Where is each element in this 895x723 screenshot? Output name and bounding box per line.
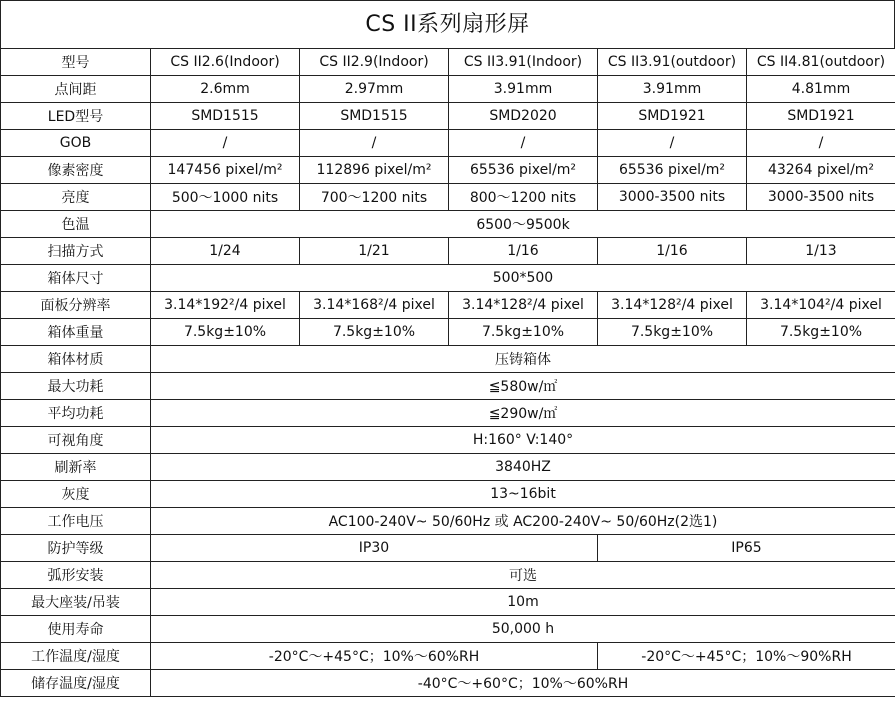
table-cell: 2.97mm (300, 76, 449, 103)
table-cell: SMD1921 (747, 103, 895, 130)
table-row (1, 616, 895, 643)
table-row (1, 211, 895, 238)
row-label: GOB (1, 130, 151, 157)
table-row (1, 670, 895, 697)
row-label: 像素密度 (1, 157, 151, 184)
table-cell: 2.6mm (151, 76, 300, 103)
row-label: 灰度 (1, 481, 151, 508)
table-cell: 3.14*192²/4 pixel (151, 292, 300, 319)
row-label: 工作电压 (1, 508, 151, 535)
table-row (1, 319, 895, 346)
table-row (1, 643, 895, 670)
table-cell: IP65 (598, 535, 895, 562)
table-cell: 1/13 (747, 238, 895, 265)
table-cell: 3.14*128²/4 pixel (449, 292, 598, 319)
table-cell: 压铸箱体 (151, 346, 895, 373)
table-row (1, 346, 895, 373)
table-cell: CS II2.6(Indoor) (151, 49, 300, 76)
table-cell: / (747, 130, 895, 157)
table-cell: 1/16 (598, 238, 747, 265)
table-cell: -20°C～+45°C；10%～60%RH (151, 643, 598, 670)
row-label: 扫描方式 (1, 238, 151, 265)
table-cell: CS II4.81(outdoor) (747, 49, 895, 76)
table-row (1, 481, 895, 508)
table-row (1, 400, 895, 427)
table-row (1, 184, 895, 211)
table-cell: 3840HZ (151, 454, 895, 481)
table-cell: 10m (151, 589, 895, 616)
row-label: 刷新率 (1, 454, 151, 481)
table-cell: 1/16 (449, 238, 598, 265)
table-row (1, 589, 895, 616)
table-cell: / (449, 130, 598, 157)
table-cell: 7.5kg±10% (151, 319, 300, 346)
row-label: 防护等级 (1, 535, 151, 562)
table-row (1, 130, 895, 157)
table-row (1, 562, 895, 589)
row-label: 平均功耗 (1, 400, 151, 427)
row-label: 亮度 (1, 184, 151, 211)
table-cell: SMD1921 (598, 103, 747, 130)
row-label: LED型号 (1, 103, 151, 130)
table-cell: 13~16bit (151, 481, 895, 508)
table-cell: / (151, 130, 300, 157)
table-cell: 800～1200 nits (449, 184, 598, 211)
table-cell: 3.14*128²/4 pixel (598, 292, 747, 319)
table-row (1, 454, 895, 481)
row-label: 最大功耗 (1, 373, 151, 400)
table-cell: 147456 pixel/m² (151, 157, 300, 184)
table-cell: 3000-3500 nits (747, 184, 895, 211)
row-label: 箱体尺寸 (1, 265, 151, 292)
table-row (1, 265, 895, 292)
table-cell: ≦580w/㎡ (151, 373, 895, 400)
table-row (1, 103, 895, 130)
row-label: 型号 (1, 49, 151, 76)
table-cell: 7.5kg±10% (598, 319, 747, 346)
table-cell: 6500～9500k (151, 211, 895, 238)
table-cell: CS II3.91(Indoor) (449, 49, 598, 76)
row-label: 箱体材质 (1, 346, 151, 373)
page-title: CS II系列扇形屏 (0, 0, 895, 48)
table-row (1, 427, 895, 454)
row-label: 可视角度 (1, 427, 151, 454)
table-cell: 7.5kg±10% (747, 319, 895, 346)
table-cell: AC100-240V~ 50/60Hz 或 AC200-240V~ 50/60Hz(2选1) (151, 508, 895, 535)
table-cell: 65536 pixel/m² (449, 157, 598, 184)
table-cell: 4.81mm (747, 76, 895, 103)
table-cell: 7.5kg±10% (300, 319, 449, 346)
row-label: 箱体重量 (1, 319, 151, 346)
row-label: 面板分辨率 (1, 292, 151, 319)
table-cell: CS II2.9(Indoor) (300, 49, 449, 76)
table-cell: 700～1200 nits (300, 184, 449, 211)
table-row (1, 535, 895, 562)
table-cell: 112896 pixel/m² (300, 157, 449, 184)
row-label: 储存温度/湿度 (1, 670, 151, 697)
table-cell: 1/21 (300, 238, 449, 265)
row-label: 工作温度/湿度 (1, 643, 151, 670)
row-label: 弧形安装 (1, 562, 151, 589)
table-row (1, 49, 895, 76)
table-cell: -20°C～+45°C；10%～90%RH (598, 643, 895, 670)
table-cell: -40°C～+60°C；10%～60%RH (151, 670, 895, 697)
table-row (1, 76, 895, 103)
table-cell: ≦290w/㎡ (151, 400, 895, 427)
table-cell: 43264 pixel/m² (747, 157, 895, 184)
table-cell: SMD1515 (300, 103, 449, 130)
table-cell: 65536 pixel/m² (598, 157, 747, 184)
row-label: 使用寿命 (1, 616, 151, 643)
table-cell: SMD1515 (151, 103, 300, 130)
table-cell: 3.91mm (449, 76, 598, 103)
table-cell: 3.14*168²/4 pixel (300, 292, 449, 319)
table-cell: 50,000 h (151, 616, 895, 643)
table-cell: 500*500 (151, 265, 895, 292)
table-cell: 3.14*104²/4 pixel (747, 292, 895, 319)
table-row (1, 157, 895, 184)
row-label: 最大座装/吊装 (1, 589, 151, 616)
spec-table (0, 48, 895, 697)
table-cell: SMD2020 (449, 103, 598, 130)
row-label: 点间距 (1, 76, 151, 103)
table-cell: 可选 (151, 562, 895, 589)
row-label: 色温 (1, 211, 151, 238)
spec-table-body (1, 49, 895, 697)
table-row (1, 292, 895, 319)
table-cell: / (598, 130, 747, 157)
table-row (1, 508, 895, 535)
table-row (1, 238, 895, 265)
table-row (1, 373, 895, 400)
table-cell: / (300, 130, 449, 157)
table-cell: 7.5kg±10% (449, 319, 598, 346)
table-cell: 3000-3500 nits (598, 184, 747, 211)
table-cell: IP30 (151, 535, 598, 562)
table-cell: 1/24 (151, 238, 300, 265)
table-cell: CS II3.91(outdoor) (598, 49, 747, 76)
table-cell: 500～1000 nits (151, 184, 300, 211)
table-cell: 3.91mm (598, 76, 747, 103)
table-cell: H:160° V:140° (151, 427, 895, 454)
